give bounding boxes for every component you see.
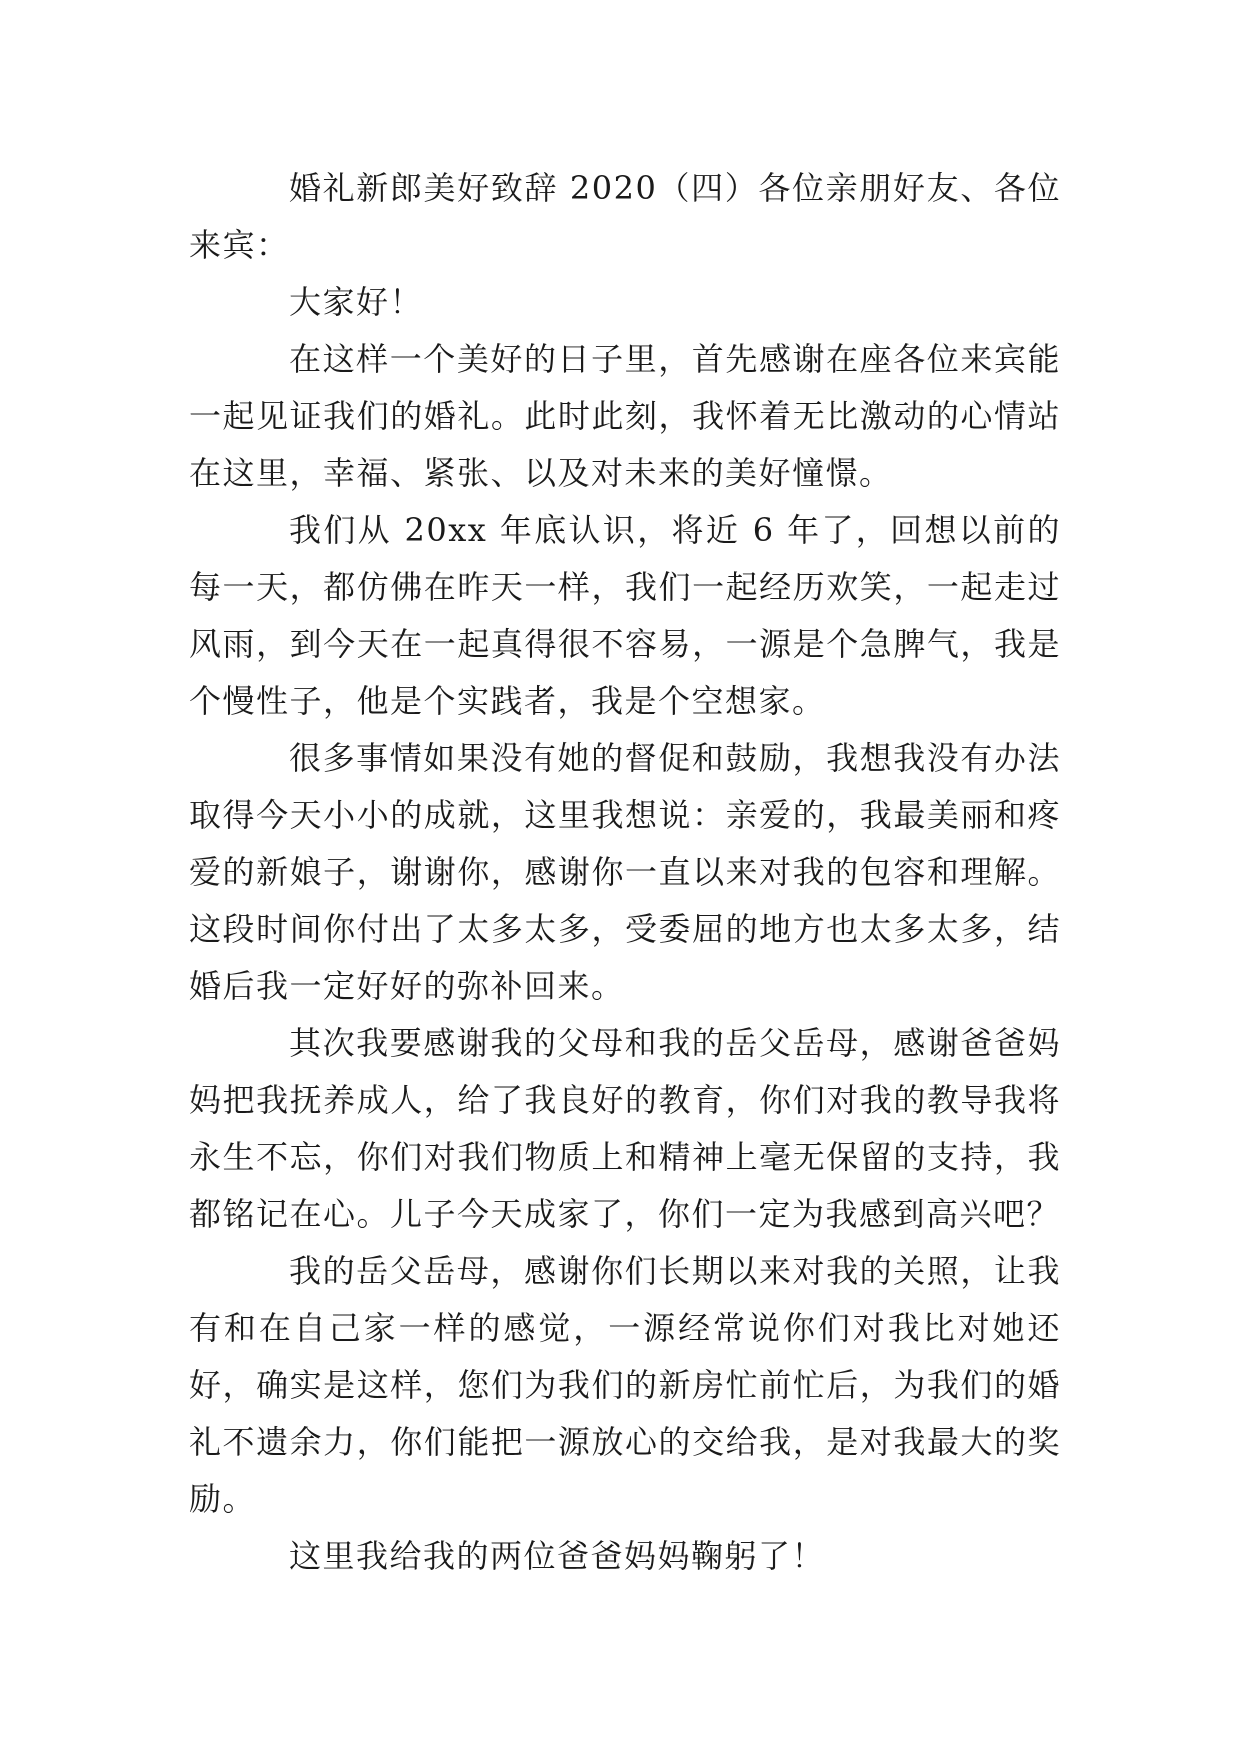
paragraph: 我们从 20xx 年底认识，将近 6 年了，回想以前的每一天，都仿佛在昨天一样，我们一起经历欢笑，一起走过风雨，到今天在一起真得很不容易，一源是个急脾气，我是个慢性子，他是个实践者，我是个空想家。: [189, 511, 1061, 720]
paragraph-title: 婚礼新郎美好致辞 2020（四）各位亲朋好友、各位来宾：: [189, 169, 1061, 264]
paragraph: 在这样一个美好的日子里，首先感谢在座各位来宾能一起见证我们的婚礼。此时此刻，我怀着无比激动的心情站在这里，幸福、紧张、以及对未来的美好憧憬。: [189, 340, 1061, 492]
paragraph: 我的岳父岳母，感谢你们长期以来对我的关照，让我有和在自己家一样的感觉，一源经常说你们对我比对她还好，确实是这样，您们为我们的新房忙前忙后，为我们的婚礼不遗余力，你们能把一源放心的交给我，是对我最大的奖励。: [189, 1252, 1061, 1518]
paragraph: 其次我要感谢我的父母和我的岳父岳母，感谢爸爸妈妈把我抚养成人，给了我良好的教育，你们对我的教导我将永生不忘，你们对我们物质上和精神上毫无保留的支持，我都铭记在心。儿子今天成家了，你们一定为我感到高兴吧？: [189, 1024, 1061, 1233]
paragraph-greeting: 大家好！: [289, 283, 424, 321]
paragraph-closing: 这里我给我的两位爸爸妈妈鞠躬了！: [289, 1537, 826, 1575]
paragraph: 很多事情如果没有她的督促和鼓励，我想我没有办法取得今天小小的成就，这里我想说：亲爱的，我最美丽和疼爱的新娘子，谢谢你，感谢你一直以来对我的包容和理解。这段时间你付出了太多太多，受委屈的地方也太多太多，结婚后我一定好好的弥补回来。: [189, 739, 1061, 1005]
document-body: [189, 160, 1061, 1585]
